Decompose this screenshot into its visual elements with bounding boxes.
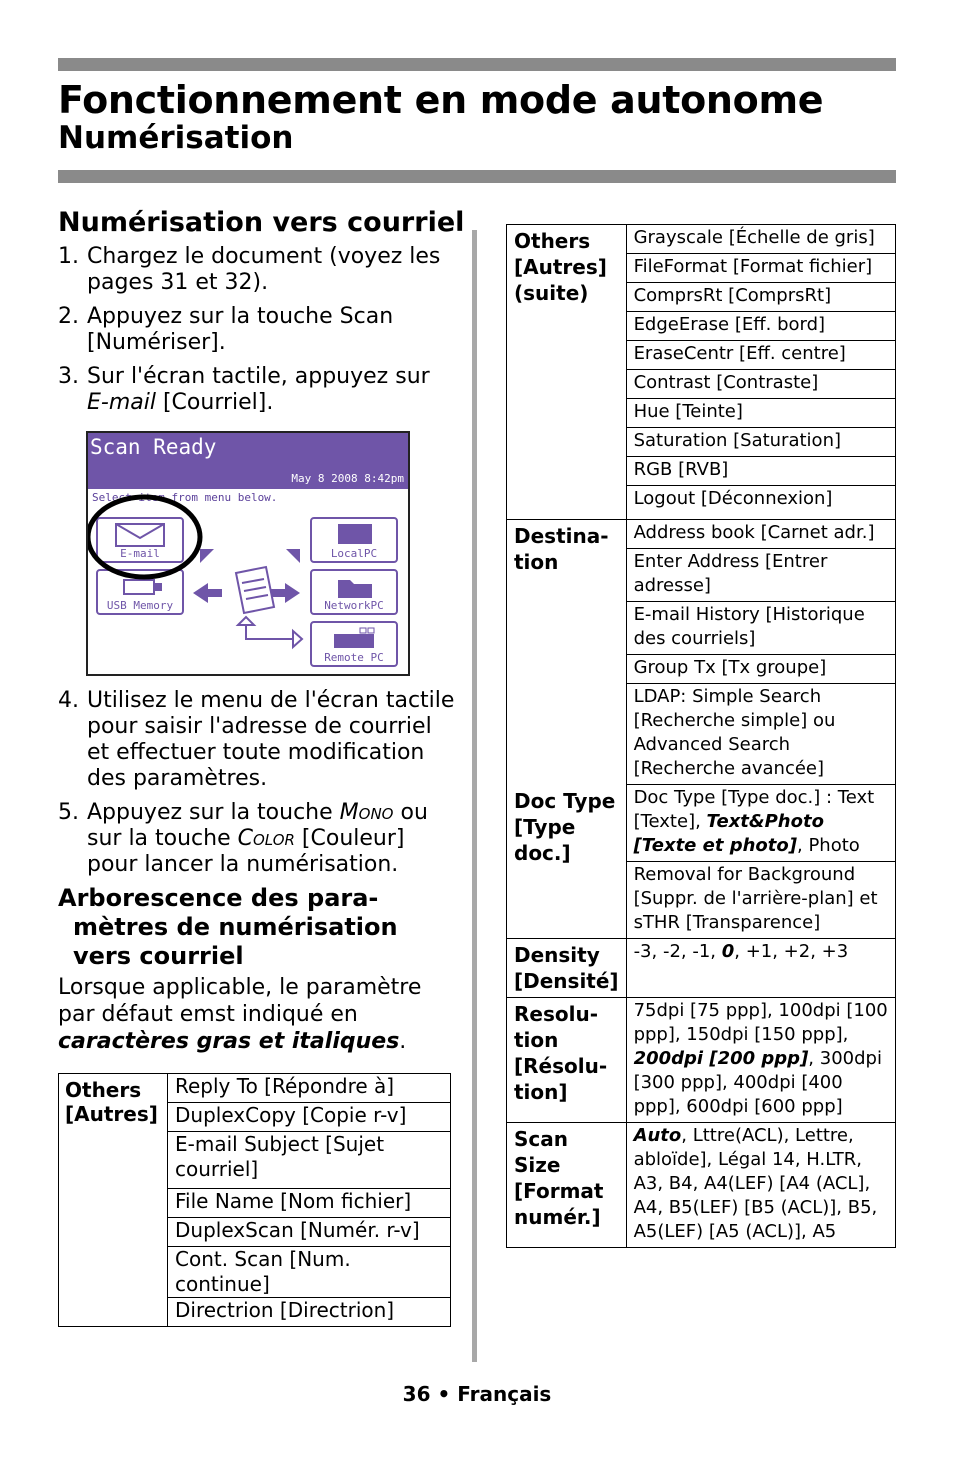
table-cell: E-mail Subject [Sujet courriel] bbox=[168, 1132, 451, 1189]
others-key: Others [Autres] bbox=[59, 1074, 168, 1327]
color-key: Color bbox=[237, 826, 295, 851]
email-button[interactable]: E-mail bbox=[96, 517, 184, 563]
table-cell: LDAP: Simple Search [Recherche simple] ou Advanced Search [Recherche avancée] bbox=[626, 684, 895, 785]
highlight-circle bbox=[88, 433, 410, 676]
table-cell: Contrast [Contraste] bbox=[626, 370, 895, 399]
table-cell: FileFormat [Format fichier] bbox=[626, 254, 895, 283]
top-rule bbox=[58, 58, 896, 71]
section-heading: Numérisation vers courriel bbox=[58, 207, 465, 238]
table-cell: Logout [Déconnexion] bbox=[626, 486, 895, 520]
usb-memory-button[interactable]: USB Memory bbox=[96, 569, 184, 615]
table-cell: Saturation [Saturation] bbox=[626, 428, 895, 457]
table-cell: -3, -2, -1, 0, +1, +2, +3 bbox=[626, 939, 895, 998]
table-cell: DuplexCopy [Copie r-v] bbox=[168, 1103, 451, 1132]
step-2-text: Appuyez sur la touche Scan [Numériser]. bbox=[87, 304, 394, 355]
page-footer bbox=[0, 1382, 954, 1406]
table-cell: Directrion [Directrion] bbox=[168, 1298, 451, 1327]
table-cell: 75dpi [75 ppp], 100dpi [100 ppp], 150dpi [150 ppp], 200dpi [200 ppp], 300dpi [300 ppp], 400dpi [400 ppp], 600dpi [600 ppp] bbox=[626, 998, 895, 1123]
step-5: 5. Appuyez sur la touche Mono ou sur la touche Color [Couleur] pour lancer la numérisation. bbox=[58, 800, 428, 877]
mono-key: Mono bbox=[339, 800, 394, 825]
table-cell: RGB [RVB] bbox=[626, 457, 895, 486]
step-1-text: Chargez le document (voyez les pages 31 et 32). bbox=[87, 244, 441, 295]
table-cell: Auto, Lttre(ACL), Lettre, abloïde], Légal 14, H.LTR, A3, B4, A4(LEF) [A4 (ACL], A4, B5(LEF) [B5 (ACL)], B5, A5(LEF) [A5 (ACL)], A5 bbox=[626, 1123, 895, 1248]
table-cell: Reply To [Répondre à] bbox=[168, 1074, 451, 1103]
table-cell: ComprsRt [ComprsRt] bbox=[626, 283, 895, 312]
table-cell: E-mail History [Historique des courriels] bbox=[626, 602, 895, 655]
language-label: Français bbox=[457, 1382, 552, 1406]
scan-size-key: Scan Size [Format numér.] bbox=[507, 1123, 627, 1248]
table-cell: Hue [Teinte] bbox=[626, 399, 895, 428]
resolution-key: Resolu-tion [Résolu-tion] bbox=[507, 998, 627, 1123]
local-pc-button[interactable]: LocalPC bbox=[310, 517, 398, 563]
remote-pc-button[interactable]: Remote PC bbox=[310, 621, 398, 667]
step-2: 2. Appuyez sur la touche Scan [Numériser]. bbox=[58, 304, 394, 355]
network-pc-button[interactable]: NetworkPC bbox=[310, 569, 398, 615]
screen-prompt: Select item from menu below. bbox=[92, 491, 278, 504]
table-cell: EraseCentr [Eff. centre] bbox=[626, 341, 895, 370]
step-3: 3. Sur l'écran tactile, appuyez sur E-mail [Courriel]. bbox=[58, 364, 430, 415]
email-term: E-mail bbox=[87, 390, 156, 415]
step-4: 4. Utilisez le menu de l'écran tactile pour saisir l'adresse de courriel et effectuer toute modification des paramètres. bbox=[58, 688, 455, 791]
page-subtitle: Numérisation bbox=[58, 120, 294, 156]
column-divider bbox=[472, 230, 477, 1362]
table-cell: Group Tx [Tx groupe] bbox=[626, 655, 895, 684]
bullet: • bbox=[437, 1382, 451, 1406]
steps-list-b bbox=[58, 688, 458, 886]
page-title: Fonctionnement en mode autonome bbox=[58, 78, 824, 122]
tree-heading: Arborescence des para- mètres de numérisation vers courriel bbox=[58, 884, 398, 970]
screen-date: May 8 2008 8:42pm bbox=[291, 472, 404, 485]
table-cell: Doc Type [Type doc.] : Text [Texte], Text&Photo [Texte et photo], Photo bbox=[626, 785, 895, 862]
scan-ready-screen bbox=[86, 431, 410, 676]
step-4-text: Utilisez le menu de l'écran tactile pour saisir l'adresse de courriel et effectuer toute modification des paramètres. bbox=[87, 688, 455, 791]
table-cell: Grayscale [Échelle de gris] bbox=[626, 225, 895, 254]
intro-paragraph: Lorsque applicable, le paramètre par défaut emst indiqué en caractères gras et italiques. bbox=[58, 975, 422, 1054]
table-cell: DuplexScan [Numér. r-v] bbox=[168, 1218, 451, 1247]
table-cell: Address book [Carnet adr.] bbox=[626, 520, 895, 549]
doc-type-key: Doc Type [Type doc.] bbox=[507, 785, 627, 939]
step-1: 1. Chargez le document (voyez les pages 31 et 32). bbox=[58, 244, 441, 295]
destination-key: Destina-tion bbox=[507, 520, 627, 785]
table-cell: Enter Address [Entrer adresse] bbox=[626, 549, 895, 602]
table-cell: EdgeErase [Eff. bord] bbox=[626, 312, 895, 341]
density-key: Density [Densité] bbox=[507, 939, 627, 998]
table-cell: File Name [Nom fichier] bbox=[168, 1189, 451, 1218]
screen-title: Scan Ready bbox=[90, 435, 217, 459]
steps-list-a bbox=[58, 244, 458, 424]
settings-table bbox=[506, 224, 896, 1248]
others-suite-key: Others [Autres] (suite) bbox=[507, 225, 627, 520]
table-cell: Cont. Scan [Num. continue] bbox=[168, 1247, 451, 1298]
page-number: 36 bbox=[402, 1382, 431, 1406]
table-cell: Removal for Background [Suppr. de l'arrière-plan] et sTHR [Transparence] bbox=[626, 862, 895, 939]
others-table bbox=[58, 1073, 451, 1327]
header-rule bbox=[58, 170, 896, 183]
